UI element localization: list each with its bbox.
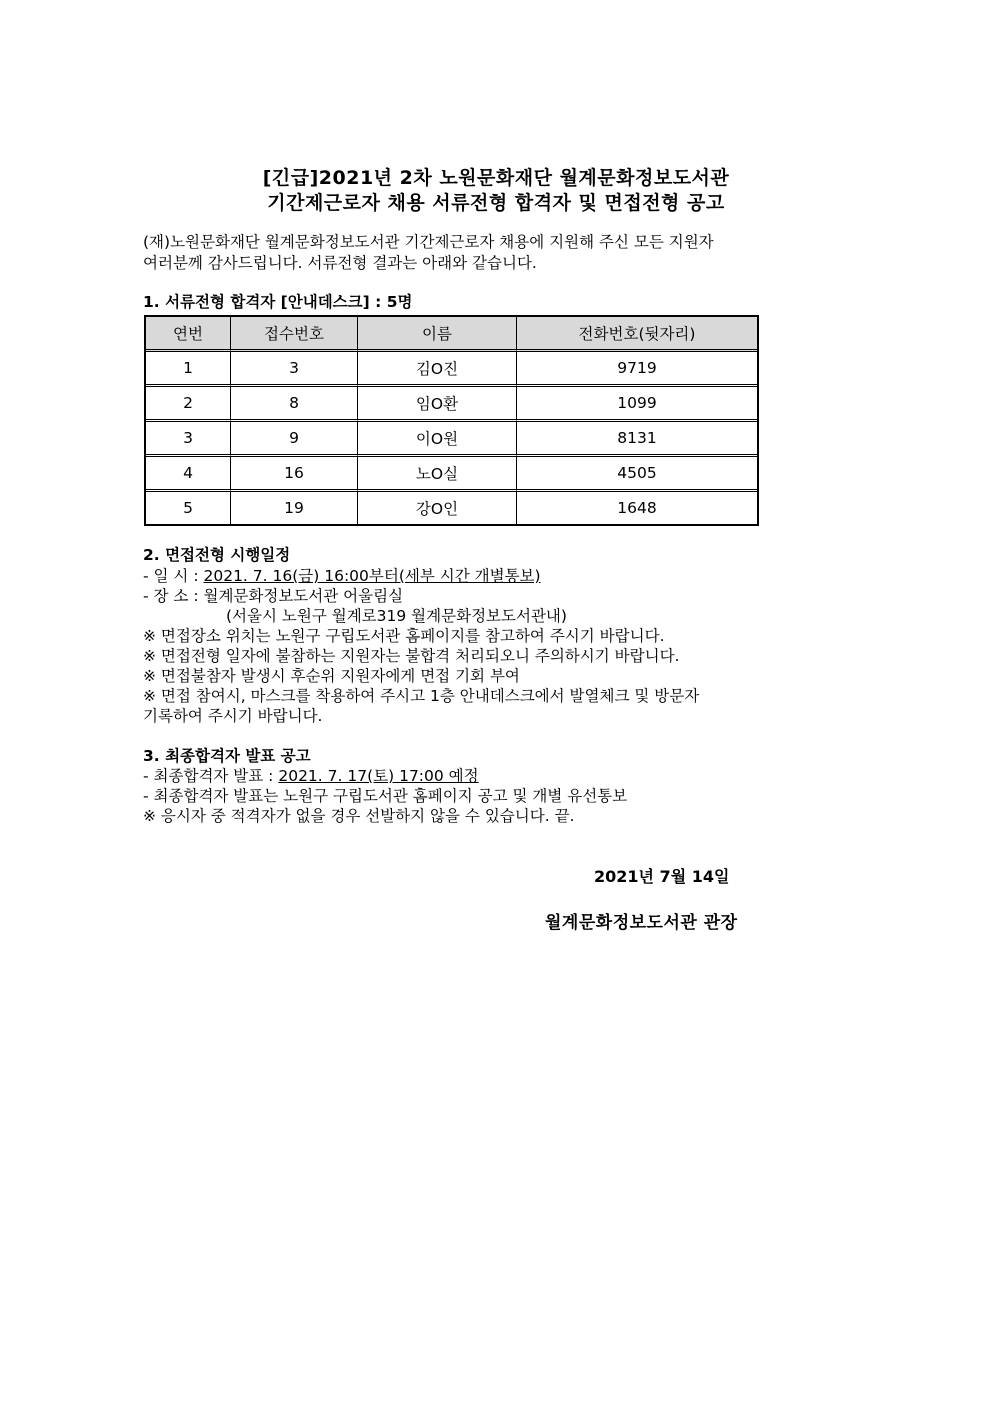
interview-place-line: - 장 소 : 월계문화정보도서관 어울림실: [143, 587, 404, 605]
cell-phone: 9719: [517, 352, 757, 387]
interview-address: (서울시 노원구 월계로319 월계문화정보도서관내): [226, 607, 567, 625]
cell-index: 4: [146, 457, 231, 492]
cell-name: 임O환: [358, 387, 517, 422]
cell-name: 노O실: [358, 457, 517, 492]
cell-receipt-no: 8: [231, 387, 358, 422]
doc-title-line2: 기간제근로자 채용 서류전형 합격자 및 면접전형 공고: [267, 192, 725, 214]
document-date: 2021년 7월 14일: [594, 867, 730, 886]
cell-receipt-no: 19: [231, 492, 358, 524]
doc-title-line1: [긴급]2021년 2차 노원문화재단 월계문화정보도서관: [262, 167, 730, 189]
cell-index: 1: [146, 352, 231, 387]
table-row: [146, 492, 757, 524]
final-announce-note: ※ 응시자 중 적격자가 없을 경우 선발하지 않을 수 있습니다. 끝.: [143, 807, 575, 825]
cell-name: 강O인: [358, 492, 517, 524]
interview-note1: ※ 면접장소 위치는 노원구 구립도서관 홈페이지를 참고하여 주시기 바랍니다.: [143, 627, 665, 645]
signature: 월계문화정보도서관 관장: [545, 913, 738, 933]
cell-name: 이O원: [358, 422, 517, 457]
cell-receipt-no: 3: [231, 352, 358, 387]
cell-phone: 8131: [517, 422, 757, 457]
cell-phone: 1648: [617, 499, 657, 517]
cell-receipt-no: 16: [231, 457, 358, 492]
final-announce-label: - 최종합격자 발표 :: [143, 767, 279, 785]
interview-note3: ※ 면접불참자 발생시 후순위 지원자에게 면접 기회 부여: [143, 667, 520, 685]
table-header-row: [146, 317, 757, 352]
table-row: [146, 352, 757, 387]
section3-title: 3. 최종합격자 발표 공고: [143, 747, 311, 765]
table-row: [146, 422, 757, 457]
interview-date-value: 2021. 7. 16(금) 16:00부터(세부 시간 개별통보): [203, 567, 541, 585]
cell-phone: 1099: [517, 387, 757, 422]
section2-title: 2. 면접전형 시행일정: [143, 546, 291, 564]
header-cell: 전화번호(뒷자리): [517, 317, 757, 352]
interview-note4a: ※ 면접 참여시, 마스크를 착용하여 주시고 1층 안내데스크에서 발열체크 및 방문자: [143, 687, 700, 705]
table-row: [146, 457, 757, 492]
header-cell: 접수번호: [231, 317, 358, 352]
cell-index: 3: [146, 422, 231, 457]
cell-phone: 4505: [517, 457, 757, 492]
interview-note4b: 기록하여 주시기 바랍니다.: [143, 707, 323, 725]
section1-title: 1. 서류전형 합격자 [안내데스크] : 5명: [143, 293, 413, 311]
applicant-table: [144, 315, 759, 526]
table-row: [146, 387, 757, 422]
header-cell: 이름: [358, 317, 517, 352]
interview-date-label: - 일 시 :: [143, 567, 204, 585]
intro-line1: (재)노원문화재단 월계문화정보도서관 기간제근로자 채용에 지원해 주신 모든 지원자: [143, 233, 714, 251]
final-announce-line: [143, 766, 479, 786]
final-announce-method: - 최종합격자 발표는 노원구 구립도서관 홈페이지 공고 및 개별 유선통보: [143, 787, 628, 805]
cell-index: 5: [146, 492, 231, 524]
cell-index: 2: [146, 387, 231, 422]
interview-date-line: [143, 566, 541, 586]
header-cell: 연번: [146, 317, 231, 352]
interview-note2: ※ 면접전형 일자에 불참하는 지원자는 불합격 처리되오니 주의하시기 바랍니다.: [143, 647, 680, 665]
intro-line2: 여러분께 감사드립니다. 서류전형 결과는 아래와 같습니다.: [143, 254, 537, 272]
cell-receipt-no: 9: [231, 422, 358, 457]
cell-name: 김O진: [358, 352, 517, 387]
final-announce-value: 2021. 7. 17(토) 17:00 예정: [278, 767, 479, 785]
